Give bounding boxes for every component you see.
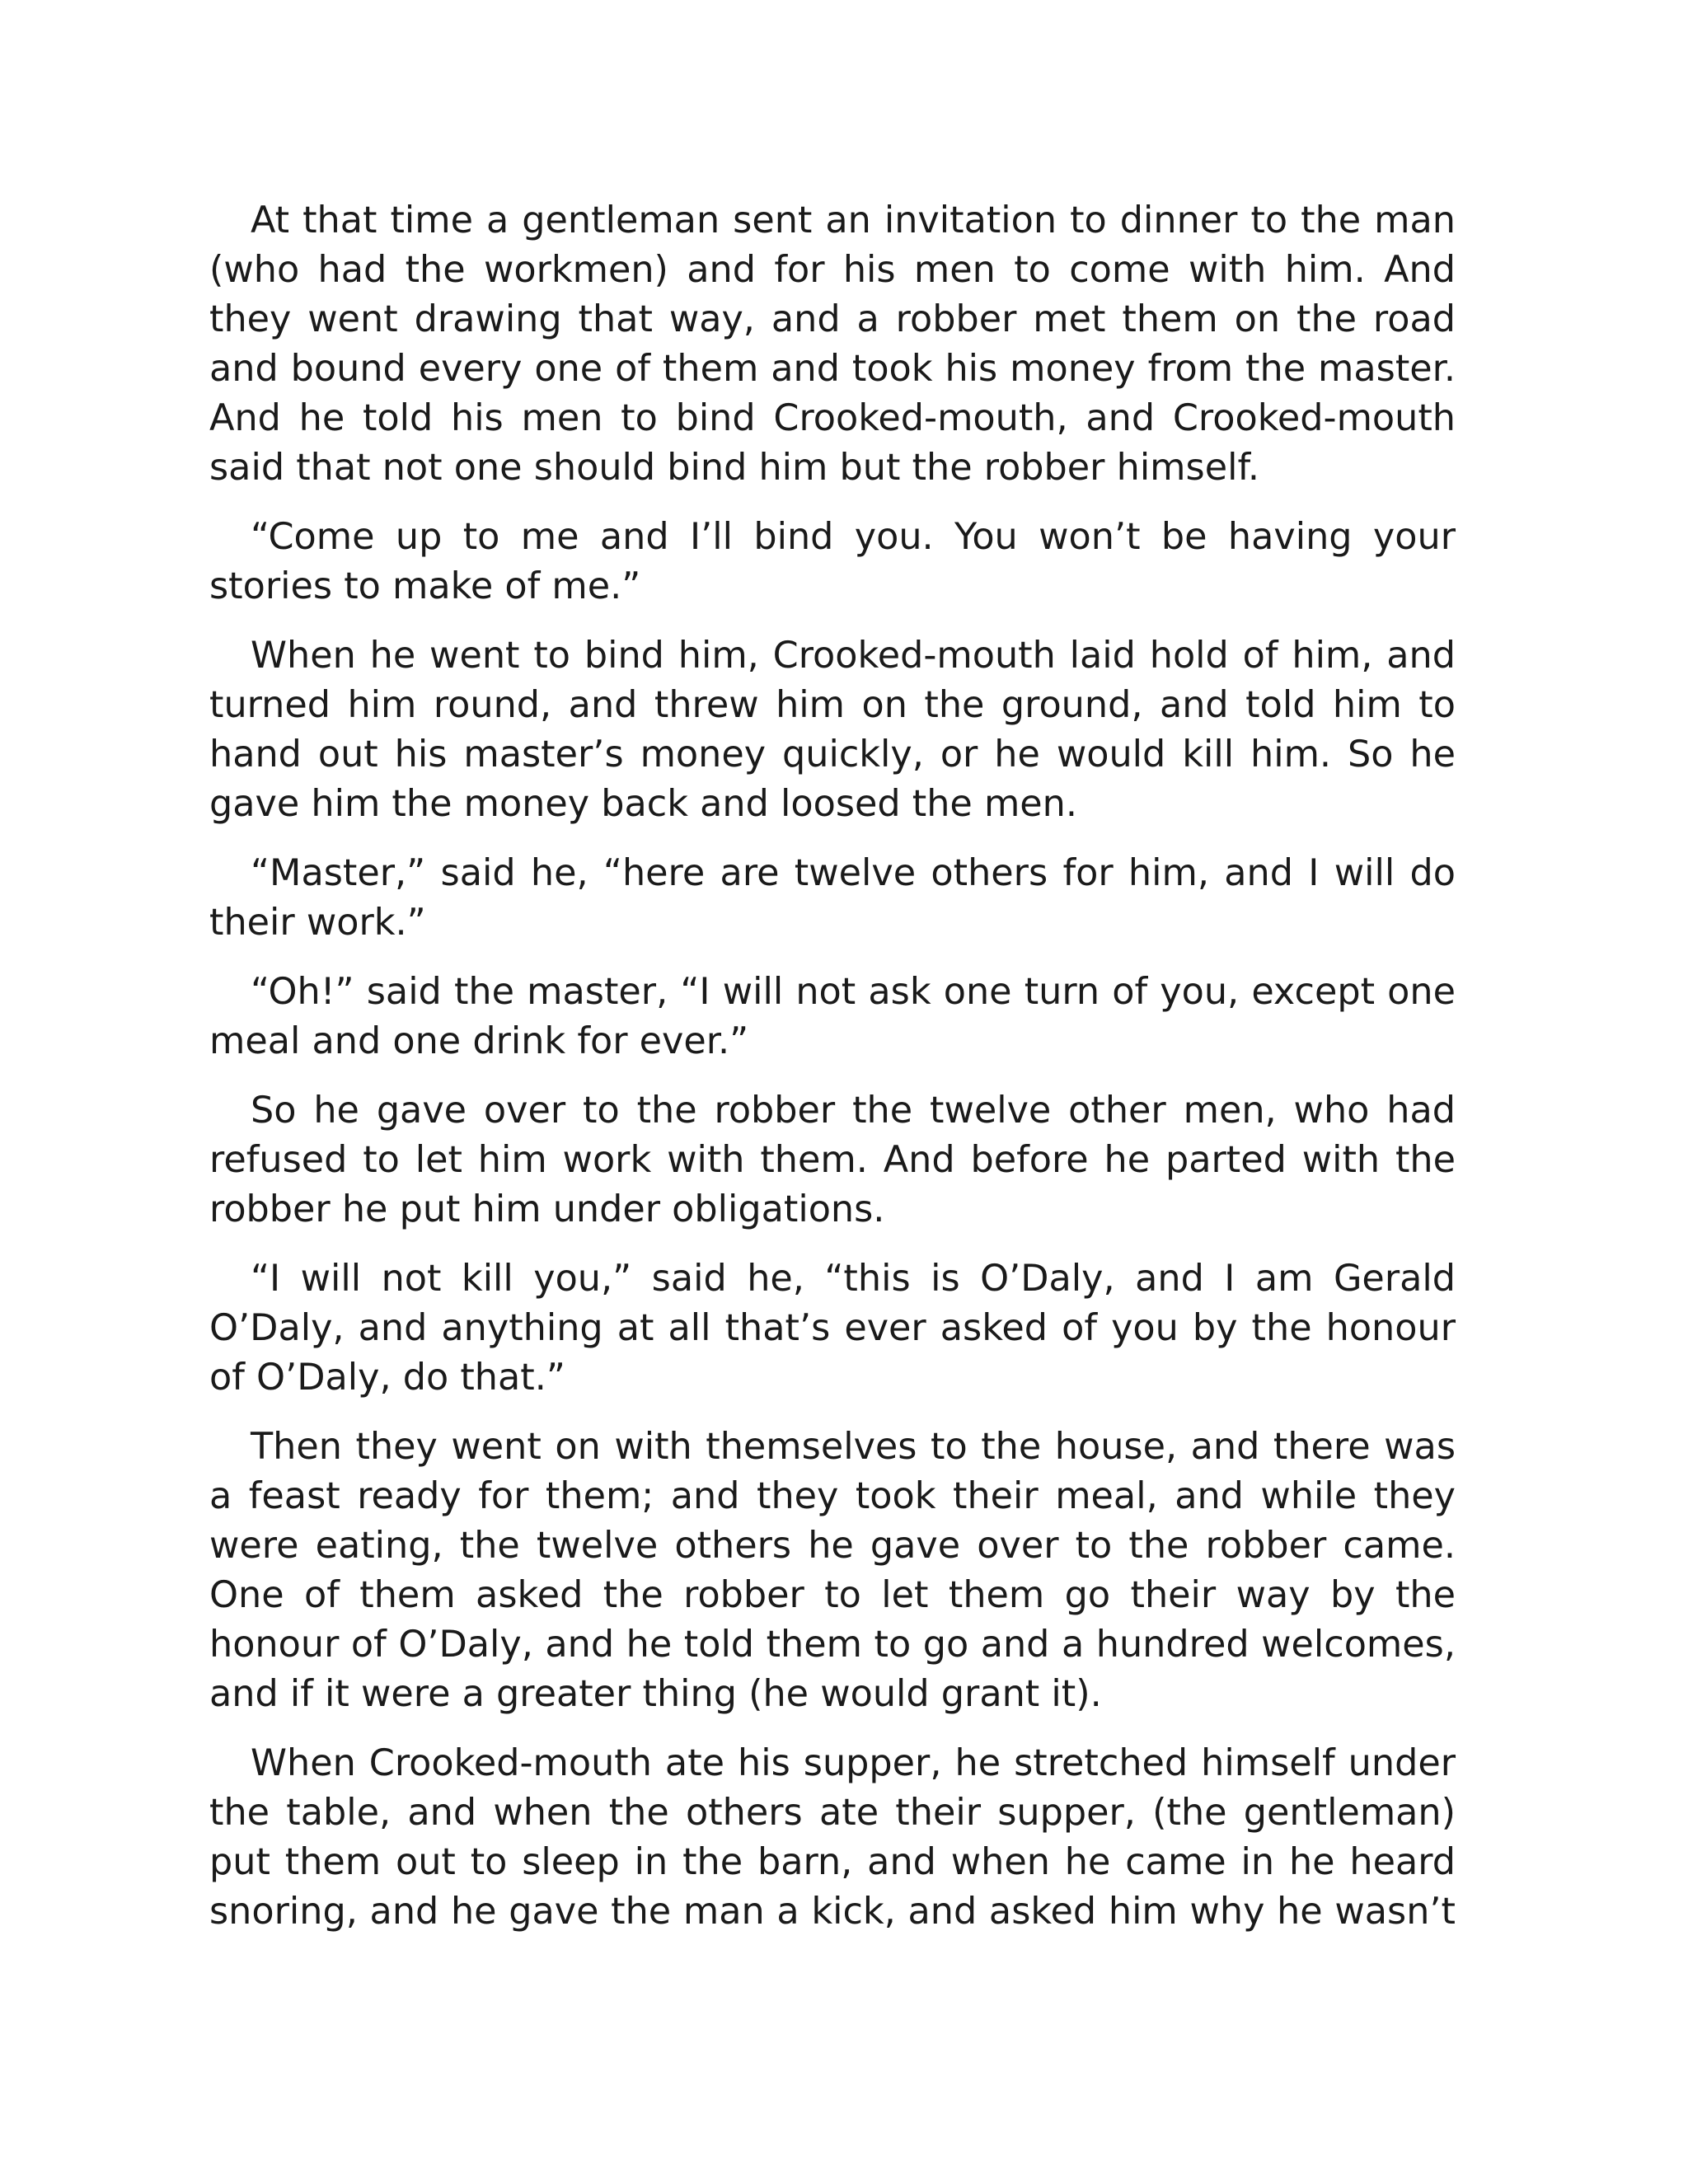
paragraph-odaly: “I will not kill you,” said he, “this is O’Daly, and I am Gerald O’Daly, and anything at all that’s ever asked of you by the honour of O’Daly, do that.”: [209, 1258, 1456, 1399]
paragraph-feast: Then they went on with themselves to the house, and there was a feast ready for them; and they took their meal, and while they were eating, the twelve others he gave over to the robber came. One of them asked the robber to let them go their way by the honour of O’Daly, and he told them to go and a hundred welcomes, and if it were a greater thing (he would grant it).: [209, 1426, 1456, 1715]
paragraph-oh: “Oh!” said the master, “I will not ask one turn of you, except one meal and one drink for ever.”: [209, 971, 1456, 1062]
paragraph-come-up: “Come up to me and I’ll bind you. You won’t be having your stories to make of me.”: [209, 516, 1456, 607]
paragraph-master: “Master,” said he, “here are twelve others for him, and I will do their work.”: [209, 852, 1456, 944]
paragraph-supper: When Crooked-mouth ate his supper, he stretched himself under the table, and when the others ate their supper, (the gentleman) put them out to sleep in the barn, and when he came in he heard snoring, and he gave the man a kick, and asked him why he wasn’t: [209, 1742, 1456, 1933]
paragraph-invitation: At that time a gentleman sent an invitation to dinner to the man (who had the workmen) and for his men to come with him. And they went drawing that way, and a robber met them on the road and bound every one of them and took his money from the master. And he told his men to bind Crooked-mouth, and Crooked-mouth said that not one should bind him but the robber himself.: [209, 199, 1456, 489]
paragraph-gave-over: So he gave over to the robber the twelve other men, who had refused to let him work with them. And before he parted with the robber he put him under obligations.: [209, 1090, 1456, 1230]
body-text: [209, 196, 1456, 1937]
paragraph-bind-him: When he went to bind him, Crooked-mouth laid hold of him, and turned him round, and threw him on the ground, and told him to hand out his master’s money quickly, or he would kill him. So he gave him the money back and loosed the men.: [209, 635, 1456, 825]
